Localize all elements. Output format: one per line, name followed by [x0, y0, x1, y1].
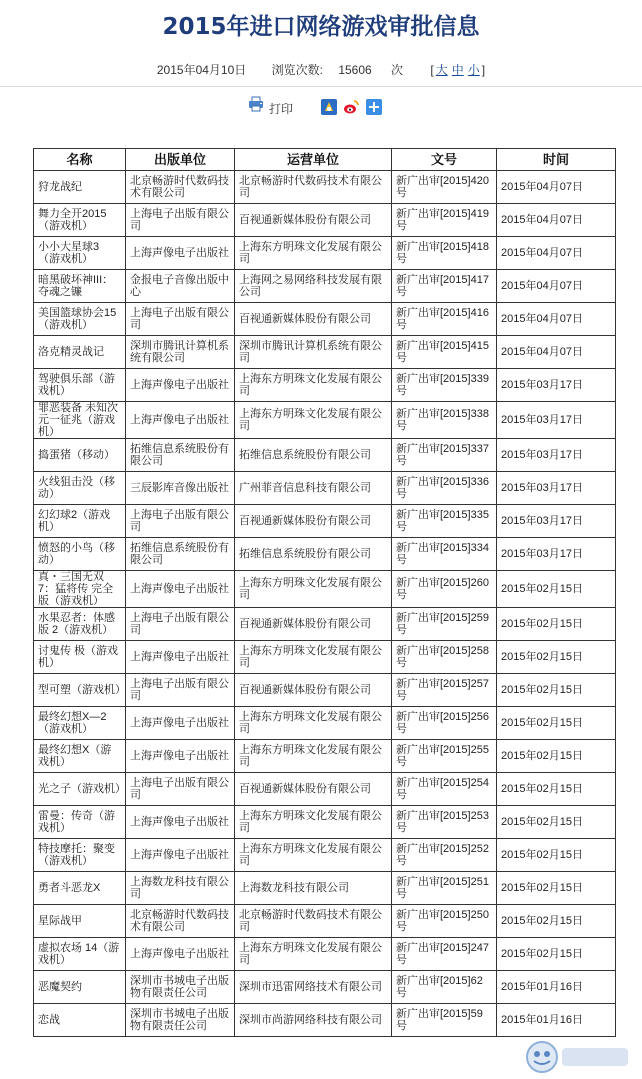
table-row — [34, 839, 616, 872]
table-row — [34, 641, 616, 674]
share-kaixin-icon[interactable] — [321, 99, 337, 115]
views-count: 15606 — [338, 63, 372, 77]
column-header-date: 时间 — [497, 149, 616, 171]
cell-publisher: 深圳市腾讯计算机系统有限公司 — [126, 336, 235, 369]
cell-publisher: 深圳市书城电子出版物有限责任公司 — [126, 971, 235, 1004]
table-row — [34, 806, 616, 839]
cell-approval-date: 2015年03月17日 — [497, 369, 616, 402]
cell-publisher: 金报电子音像出版中心 — [126, 270, 235, 303]
cell-publisher: 上海声像电子出版社 — [126, 938, 235, 971]
table-row — [34, 402, 616, 439]
cell-publisher: 上海声像电子出版社 — [126, 641, 235, 674]
share-weibo-icon[interactable] — [343, 99, 359, 115]
cell-approval-number: 新广出审[2015]415号 — [392, 336, 497, 369]
cell-game-name: 恶魔契约 — [34, 971, 126, 1004]
cell-approval-date: 2015年04月07日 — [497, 336, 616, 369]
cell-game-name: 恋战 — [34, 1004, 126, 1037]
cell-approval-number: 新广出审[2015]247号 — [392, 938, 497, 971]
cell-approval-date: 2015年02月15日 — [497, 608, 616, 641]
cell-approval-date: 2015年02月15日 — [497, 674, 616, 707]
cell-operator: 百视通新媒体股份有限公司 — [235, 674, 392, 707]
font-size-medium-link[interactable]: 中 — [451, 63, 464, 77]
cell-operator: 百视通新媒体股份有限公司 — [235, 204, 392, 237]
cell-approval-date: 2015年01月16日 — [497, 971, 616, 1004]
cell-approval-date: 2015年02月15日 — [497, 938, 616, 971]
table-row — [34, 538, 616, 571]
cell-operator: 上海东方明珠文化发展有限公司 — [235, 938, 392, 971]
table-body — [34, 171, 616, 1037]
cell-operator: 拓维信息系统股份有限公司 — [235, 439, 392, 472]
cell-approval-number: 新广出审[2015]418号 — [392, 237, 497, 270]
cell-game-name: 驾驶俱乐部（游戏机） — [34, 369, 126, 402]
cell-operator: 上海网之易网络科技发展有限公司 — [235, 270, 392, 303]
cell-publisher: 上海数龙科技有限公司 — [126, 872, 235, 905]
cell-approval-number: 新广出审[2015]253号 — [392, 806, 497, 839]
cell-game-name: 暗黑破坏神III：夺魂之镰 — [34, 270, 126, 303]
cell-game-name: 真・三国无双7：猛将传 完全版（游戏机） — [34, 571, 126, 608]
cell-approval-date: 2015年03月17日 — [497, 538, 616, 571]
cell-operator: 上海东方明珠文化发展有限公司 — [235, 237, 392, 270]
cell-operator: 深圳市迅雷网络技术有限公司 — [235, 971, 392, 1004]
article-toolbar — [0, 96, 642, 118]
cell-approval-date: 2015年02月15日 — [497, 707, 616, 740]
cell-approval-date: 2015年03月17日 — [497, 402, 616, 439]
table-row — [34, 336, 616, 369]
cell-approval-date: 2015年04月07日 — [497, 303, 616, 336]
cell-operator: 上海东方明珠文化发展有限公司 — [235, 641, 392, 674]
cell-approval-date: 2015年02月15日 — [497, 740, 616, 773]
table-row — [34, 740, 616, 773]
table-row — [34, 971, 616, 1004]
table-row — [34, 938, 616, 971]
cell-publisher: 上海电子出版有限公司 — [126, 608, 235, 641]
cell-game-name: 洛克精灵战记 — [34, 336, 126, 369]
table-row — [34, 303, 616, 336]
column-header-approval-no: 文号 — [392, 149, 497, 171]
cell-approval-date: 2015年02月15日 — [497, 905, 616, 938]
cell-approval-date: 2015年03月17日 — [497, 439, 616, 472]
table-row — [34, 707, 616, 740]
cell-operator: 上海东方明珠文化发展有限公司 — [235, 369, 392, 402]
cell-publisher: 上海电子出版有限公司 — [126, 773, 235, 806]
cell-approval-number: 新广出审[2015]417号 — [392, 270, 497, 303]
cell-game-name: 型可塑（游戏机） — [34, 674, 126, 707]
cell-publisher: 北京畅游时代数码技术有限公司 — [126, 905, 235, 938]
cell-game-name: 虚拟农场 14（游戏机） — [34, 938, 126, 971]
table-row — [34, 204, 616, 237]
cell-publisher: 上海电子出版有限公司 — [126, 674, 235, 707]
cell-operator: 上海东方明珠文化发展有限公司 — [235, 740, 392, 773]
cell-approval-date: 2015年01月16日 — [497, 1004, 616, 1037]
cell-operator: 百视通新媒体股份有限公司 — [235, 608, 392, 641]
cell-approval-number: 新广出审[2015]260号 — [392, 571, 497, 608]
cell-publisher: 上海声像电子出版社 — [126, 740, 235, 773]
cell-publisher: 上海声像电子出版社 — [126, 839, 235, 872]
cell-approval-number: 新广出审[2015]339号 — [392, 369, 497, 402]
cell-publisher: 上海声像电子出版社 — [126, 237, 235, 270]
views-unit: 次 — [391, 63, 404, 77]
cell-approval-number: 新广出审[2015]420号 — [392, 171, 497, 204]
cell-game-name: 雷曼：传奇（游戏机） — [34, 806, 126, 839]
cell-publisher: 北京畅游时代数码技术有限公司 — [126, 171, 235, 204]
article-meta — [0, 61, 642, 78]
cell-approval-date: 2015年02月15日 — [497, 773, 616, 806]
cell-publisher: 拓维信息系统股份有限公司 — [126, 439, 235, 472]
cell-game-name: 最终幻想X—2（游戏机） — [34, 707, 126, 740]
cell-publisher: 上海电子出版有限公司 — [126, 303, 235, 336]
printer-icon[interactable] — [248, 96, 264, 112]
font-size-switcher — [430, 61, 485, 78]
column-header-operator: 运营单位 — [235, 149, 392, 171]
cell-operator: 上海东方明珠文化发展有限公司 — [235, 806, 392, 839]
cell-publisher: 上海声像电子出版社 — [126, 369, 235, 402]
cell-approval-number: 新广出审[2015]336号 — [392, 472, 497, 505]
font-size-bracket-close: ] — [481, 63, 486, 77]
cell-approval-number: 新广出审[2015]258号 — [392, 641, 497, 674]
cell-approval-number: 新广出审[2015]252号 — [392, 839, 497, 872]
share-more-icon[interactable] — [366, 99, 382, 115]
cell-approval-date: 2015年04月07日 — [497, 171, 616, 204]
cell-game-name: 愤怒的小鸟（移动） — [34, 538, 126, 571]
cell-approval-number: 新广出审[2015]251号 — [392, 872, 497, 905]
cell-game-name: 最终幻想X（游戏机） — [34, 740, 126, 773]
cell-approval-date: 2015年02月15日 — [497, 641, 616, 674]
cell-approval-number: 新广出审[2015]337号 — [392, 439, 497, 472]
cell-operator: 广州菲音信息科技有限公司 — [235, 472, 392, 505]
cell-approval-number: 新广出审[2015]250号 — [392, 905, 497, 938]
cell-approval-date: 2015年04月07日 — [497, 237, 616, 270]
page-title: 2015年进口网络游戏审批信息 — [162, 14, 480, 40]
cell-game-name: 讨鬼传 极（游戏机） — [34, 641, 126, 674]
column-header-name: 名称 — [34, 149, 126, 171]
cell-approval-date: 2015年02月15日 — [497, 839, 616, 872]
cell-operator: 上海东方明珠文化发展有限公司 — [235, 402, 392, 439]
cell-approval-date: 2015年02月15日 — [497, 571, 616, 608]
table-row — [34, 472, 616, 505]
cell-publisher: 深圳市书城电子出版物有限责任公司 — [126, 1004, 235, 1037]
table-row — [34, 872, 616, 905]
cell-game-name: 狩龙战纪 — [34, 171, 126, 204]
cell-approval-number: 新广出审[2015]257号 — [392, 674, 497, 707]
site-logo-watermark — [524, 1039, 634, 1075]
column-header-publisher: 出版单位 — [126, 149, 235, 171]
cell-operator: 拓维信息系统股份有限公司 — [235, 538, 392, 571]
cell-approval-number: 新广出审[2015]59号 — [392, 1004, 497, 1037]
table-row — [34, 171, 616, 204]
table-row — [34, 571, 616, 608]
table-row — [34, 773, 616, 806]
cell-approval-number: 新广出审[2015]335号 — [392, 505, 497, 538]
cell-operator: 上海东方明珠文化发展有限公司 — [235, 571, 392, 608]
cell-game-name: 捣蛋猪（移动） — [34, 439, 126, 472]
cell-approval-number: 新广出审[2015]256号 — [392, 707, 497, 740]
table-row — [34, 1004, 616, 1037]
cell-game-name: 勇者斗恶龙X — [34, 872, 126, 905]
cell-game-name: 小小大星球3（游戏机） — [34, 237, 126, 270]
font-size-small-link[interactable]: 小 — [467, 63, 480, 77]
cell-approval-date: 2015年03月17日 — [497, 505, 616, 538]
cell-operator: 百视通新媒体股份有限公司 — [235, 773, 392, 806]
cell-game-name: 水果忍者：体感版 2（游戏机） — [34, 608, 126, 641]
cell-publisher: 拓维信息系统股份有限公司 — [126, 538, 235, 571]
cell-operator: 上海东方明珠文化发展有限公司 — [235, 839, 392, 872]
cell-approval-number: 新广出审[2015]255号 — [392, 740, 497, 773]
cell-publisher: 上海声像电子出版社 — [126, 806, 235, 839]
cell-approval-number: 新广出审[2015]259号 — [392, 608, 497, 641]
cell-approval-number: 新广出审[2015]334号 — [392, 538, 497, 571]
approval-table — [33, 148, 616, 1037]
cell-game-name: 特技摩托：聚变（游戏机） — [34, 839, 126, 872]
table-header-row — [34, 149, 616, 171]
cell-approval-number: 新广出审[2015]419号 — [392, 204, 497, 237]
font-size-large-link[interactable]: 大 — [435, 63, 448, 77]
cell-operator: 上海数龙科技有限公司 — [235, 872, 392, 905]
publish-date: 2015年04月10日 — [156, 63, 247, 77]
cell-approval-number: 新广出审[2015]62号 — [392, 971, 497, 1004]
table-row — [34, 608, 616, 641]
print-button[interactable]: 打印 — [269, 102, 294, 116]
cell-operator: 北京畅游时代数码技术有限公司 — [235, 905, 392, 938]
cell-operator: 深圳市尚游网络科技有限公司 — [235, 1004, 392, 1037]
cell-publisher: 上海电子出版有限公司 — [126, 505, 235, 538]
cell-publisher: 上海电子出版有限公司 — [126, 204, 235, 237]
cell-approval-number: 新广出审[2015]254号 — [392, 773, 497, 806]
cell-publisher: 上海声像电子出版社 — [126, 402, 235, 439]
cell-approval-number: 新广出审[2015]416号 — [392, 303, 497, 336]
cell-game-name: 美国篮球协会15（游戏机） — [34, 303, 126, 336]
cell-approval-date: 2015年03月17日 — [497, 472, 616, 505]
cell-operator: 北京畅游时代数码技术有限公司 — [235, 171, 392, 204]
cell-publisher: 上海声像电子出版社 — [126, 707, 235, 740]
cell-game-name: 星际战甲 — [34, 905, 126, 938]
table-row — [34, 270, 616, 303]
cell-game-name: 光之子（游戏机） — [34, 773, 126, 806]
cell-game-name: 幻幻球2（游戏机） — [34, 505, 126, 538]
table-row — [34, 505, 616, 538]
table-row — [34, 439, 616, 472]
cell-game-name: 罪恶装备 未知次元一征兆（游戏机） — [34, 402, 126, 439]
table-row — [34, 369, 616, 402]
cell-game-name: 火线狙击没（移动） — [34, 472, 126, 505]
cell-operator: 百视通新媒体股份有限公司 — [235, 505, 392, 538]
font-size-bracket-open: [ — [430, 63, 434, 77]
cell-operator: 上海东方明珠文化发展有限公司 — [235, 707, 392, 740]
cell-publisher: 三辰影库音像出版社 — [126, 472, 235, 505]
cell-game-name: 舞力全开2015（游戏机） — [34, 204, 126, 237]
cell-operator: 百视通新媒体股份有限公司 — [235, 303, 392, 336]
cell-publisher: 上海声像电子出版社 — [126, 571, 235, 608]
cell-approval-date: 2015年04月07日 — [497, 204, 616, 237]
views-label: 浏览次数: — [271, 63, 323, 77]
cell-approval-date: 2015年02月15日 — [497, 806, 616, 839]
table-row — [34, 237, 616, 270]
cell-operator: 深圳市腾讯计算机系统有限公司 — [235, 336, 392, 369]
cell-approval-number: 新广出审[2015]338号 — [392, 402, 497, 439]
table-row — [34, 905, 616, 938]
table-row — [34, 674, 616, 707]
cell-approval-date: 2015年02月15日 — [497, 872, 616, 905]
cell-approval-date: 2015年04月07日 — [497, 270, 616, 303]
header-divider — [0, 86, 642, 87]
